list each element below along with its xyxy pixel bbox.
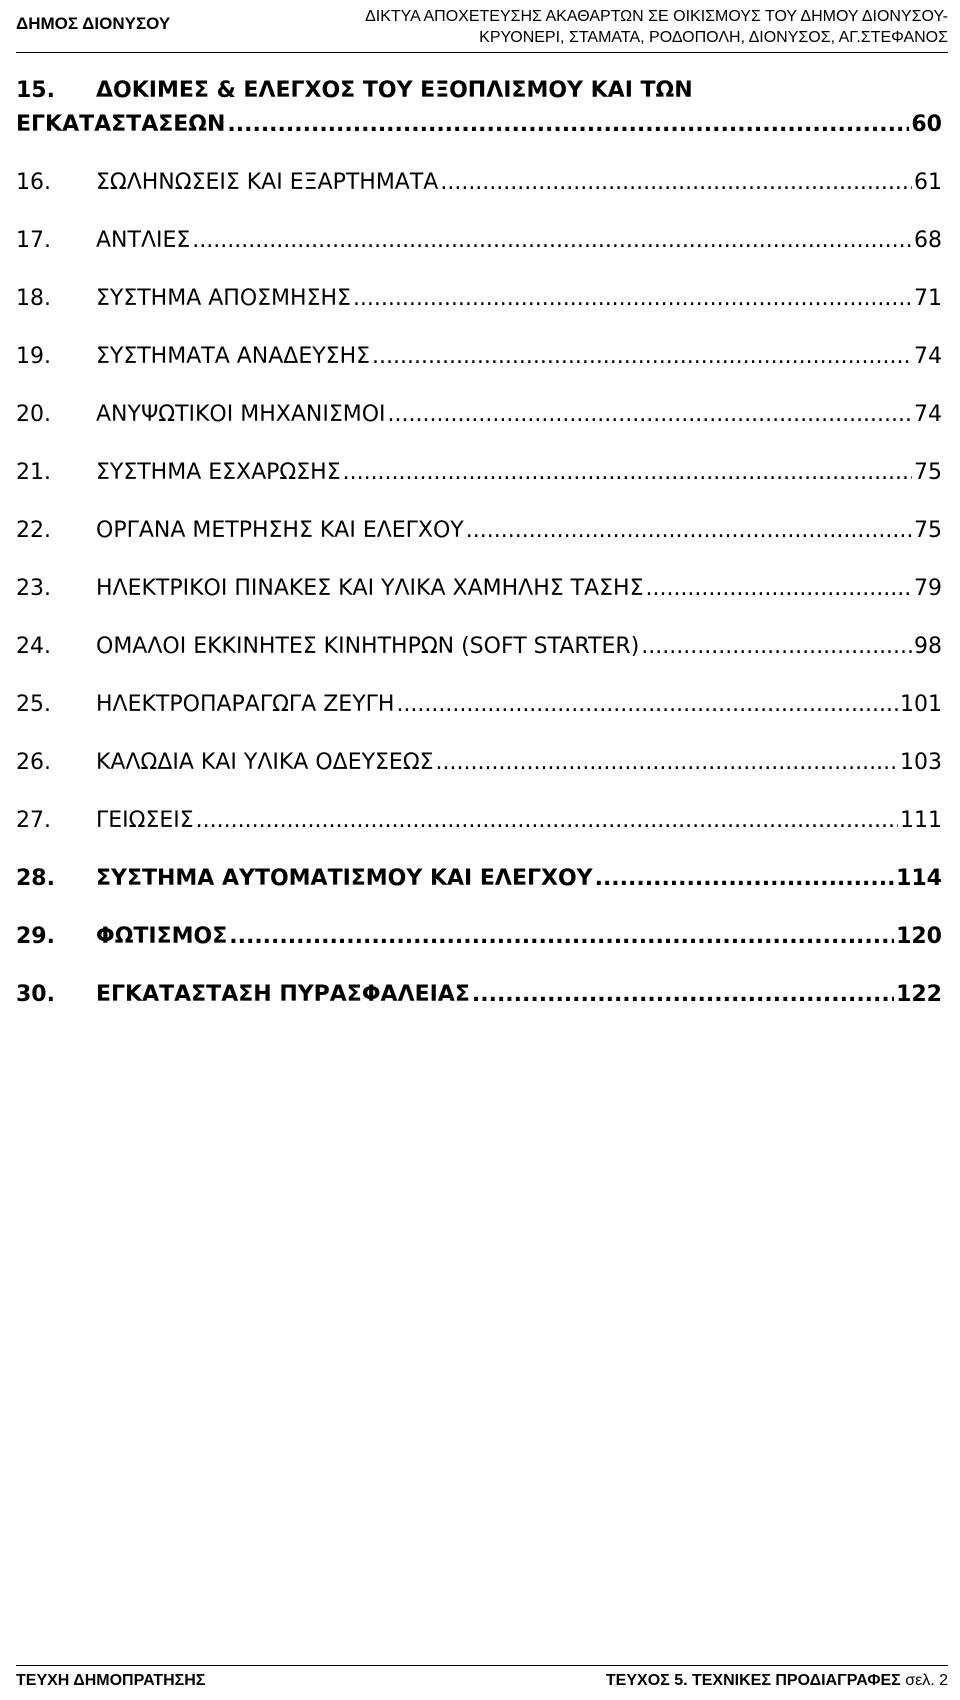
toc-entry-number: 26. [16,750,51,775]
toc-entry-18[interactable] [16,282,942,316]
toc-entry-title: ΓΕΙΩΣΕΙΣ [96,808,194,833]
toc-entry-number: 30. [16,982,55,1007]
toc-entry-21[interactable] [16,456,942,490]
table-of-contents [16,74,942,1012]
toc-entry-page: 79 [914,576,942,601]
toc-entry-title: ΑΝΥΨΩΤΙΚΟΙ ΜΗΧΑΝΙΣΜΟΙ [96,402,386,427]
toc-entry-number: 29. [16,924,55,949]
toc-entry-leader [196,804,898,838]
toc-entry-number: 25. [16,692,51,717]
toc-entry-23[interactable] [16,572,942,606]
toc-entry-number: 19. [16,344,51,369]
toc-entry-number: 22. [16,518,51,543]
toc-entry-title: ΦΩΤΙΣΜΟΣ [96,924,228,949]
toc-entry-leader [436,746,898,780]
toc-entry-number: 16. [16,170,51,195]
toc-entry-number: 27. [16,808,51,833]
toc-entry-title: ΣΥΣΤΗΜΑ ΑΥΤΟΜΑΤΙΣΜΟΥ ΚΑΙ ΕΛΕΓΧΟΥ [96,866,593,891]
toc-entry-page: 122 [896,982,942,1007]
toc-entry-leader [595,862,894,896]
toc-entry-title: ΣΥΣΤΗΜΑ ΕΣΧΑΡΩΣΗΣ [96,460,341,485]
footer-page-number: σελ. 2 [905,1672,948,1689]
toc-entry-leader [227,108,909,142]
footer-volume [606,1672,948,1690]
toc-entry-page: 74 [914,344,942,369]
toc-entry-29[interactable] [16,920,942,954]
toc-entry-28[interactable] [16,862,942,896]
toc-entry-title: ΚΑΛΩΔΙΑ ΚΑΙ ΥΛΙΚΑ ΟΔΕΥΣΕΩΣ [96,750,434,775]
footer-volume-title: ΤΕΥΧΟΣ 5. ΤΕΧΝΙΚΕΣ ΠΡΟΔΙΑΓΡΑΦΕΣ [605,1672,901,1689]
toc-entry-number: 20. [16,402,51,427]
toc-entry-leader [372,340,912,374]
toc-entry-title: ΕΓΚΑΤΑΣΤΑΣΕΩΝ [16,112,226,137]
toc-entry-30[interactable] [16,978,942,1012]
toc-entry-16[interactable] [16,166,942,200]
toc-entry-leader [229,920,894,954]
toc-entry-title: ΟΡΓΑΝΑ ΜΕΤΡΗΣΗΣ ΚΑΙ ΕΛΕΓΧΟΥ [96,518,464,543]
header-project-line-1: ΔΙΚΤΥΑ ΑΠΟΧΕΤΕΥΣΗΣ ΑΚΑΘΑΡΤΩΝ ΣΕ ΟΙΚΙΣΜΟΥΣ ΤΟΥ ΔΗΜΟΥ ΔΙΟΝΥΣΟΥ- [365,8,948,25]
toc-entry-page: 71 [914,286,942,311]
toc-entry-page: 75 [914,460,942,485]
toc-entry-leader [472,978,894,1012]
toc-entry-15[interactable] [16,74,942,142]
toc-entry-title: ΣΩΛΗΝΩΣΕΙΣ ΚΑΙ ΕΞΑΡΤΗΜΑΤΑ [96,170,439,195]
toc-entry-24[interactable] [16,630,942,664]
toc-entry-22[interactable] [16,514,942,548]
header-project-title [365,6,948,48]
toc-entry-number: 21. [16,460,51,485]
toc-entry-title-line-1: ΔΟΚΙΜΕΣ & ΕΛΕΓΧΟΣ ΤΟΥ ΕΞΟΠΛΙΣΜΟΥ ΚΑΙ ΤΩΝ [96,78,693,103]
toc-entry-number: 17. [16,228,51,253]
toc-entry-title: ΟΜΑΛΟΙ ΕΚΚΙΝΗΤΕΣ ΚΙΝΗΤΗΡΩΝ (SOFT STARTER) [96,634,640,659]
toc-entry-number: 23. [16,576,51,601]
toc-entry-page: 75 [914,518,942,543]
toc-entry-number: 15. [16,78,55,103]
page-header [16,0,948,53]
toc-entry-title: ΣΥΣΤΗΜΑΤΑ ΑΝΑΔΕΥΣΗΣ [96,344,371,369]
toc-entry-title: ΣΥΣΤΗΜΑ ΑΠΟΣΜΗΣΗΣ [96,286,351,311]
toc-entry-title: ΑΝΤΛΙΕΣ [96,228,191,253]
toc-entry-page: 111 [900,808,942,833]
toc-entry-page: 98 [914,634,942,659]
toc-entry-page: 114 [896,866,942,891]
toc-entry-leader [388,398,912,432]
toc-entry-page: 120 [896,924,942,949]
toc-entry-leader [396,688,898,722]
toc-entry-title: ΗΛΕΚΤΡΙΚΟΙ ΠΙΝΑΚΕΣ ΚΑΙ ΥΛΙΚΑ ΧΑΜΗΛΗΣ ΤΑΣΗΣ [96,576,644,601]
toc-entry-page: 60 [911,112,942,137]
toc-entry-leader [192,224,912,258]
toc-entry-25[interactable] [16,688,942,722]
toc-entry-page: 68 [914,228,942,253]
toc-entry-19[interactable] [16,340,942,374]
header-municipality: ΔΗΜΟΣ ΔΙΟΝΥΣΟΥ [16,14,171,33]
page-footer [16,1665,948,1696]
toc-entry-leader [440,166,912,200]
toc-entry-number: 28. [16,866,55,891]
header-project-line-2: ΚΡΥΟΝΕΡΙ, ΣΤΑΜΑΤΑ, ΡΟΔΟΠΟΛΗ, ΔΙΟΝΥΣΟΣ, ΑΓ.ΣΤΕΦΑΝΟΣ [479,29,948,46]
toc-entry-20[interactable] [16,398,942,432]
toc-entry-page: 103 [900,750,942,775]
toc-entry-17[interactable] [16,224,942,258]
toc-entry-number: 24. [16,634,51,659]
toc-entry-page: 101 [900,692,942,717]
toc-entry-title: ΗΛΕΚΤΡΟΠΑΡΑΓΩΓΑ ΖΕΥΓΗ [96,692,395,717]
toc-entry-27[interactable] [16,804,942,838]
footer-document-type: ΤΕΥΧΗ ΔΗΜΟΠΡΑΤΗΣΗΣ [16,1672,206,1689]
toc-entry-26[interactable] [16,746,942,780]
toc-entry-leader [645,572,912,606]
toc-entry-leader [353,282,912,316]
toc-entry-title: ΕΓΚΑΤΑΣΤΑΣΗ ΠΥΡΑΣΦΑΛΕΙΑΣ [96,982,470,1007]
toc-entry-number: 18. [16,286,51,311]
toc-entry-leader [466,514,912,548]
toc-entry-leader [641,630,912,664]
toc-entry-page: 61 [914,170,942,195]
toc-entry-leader [343,456,912,490]
toc-entry-page: 74 [914,402,942,427]
